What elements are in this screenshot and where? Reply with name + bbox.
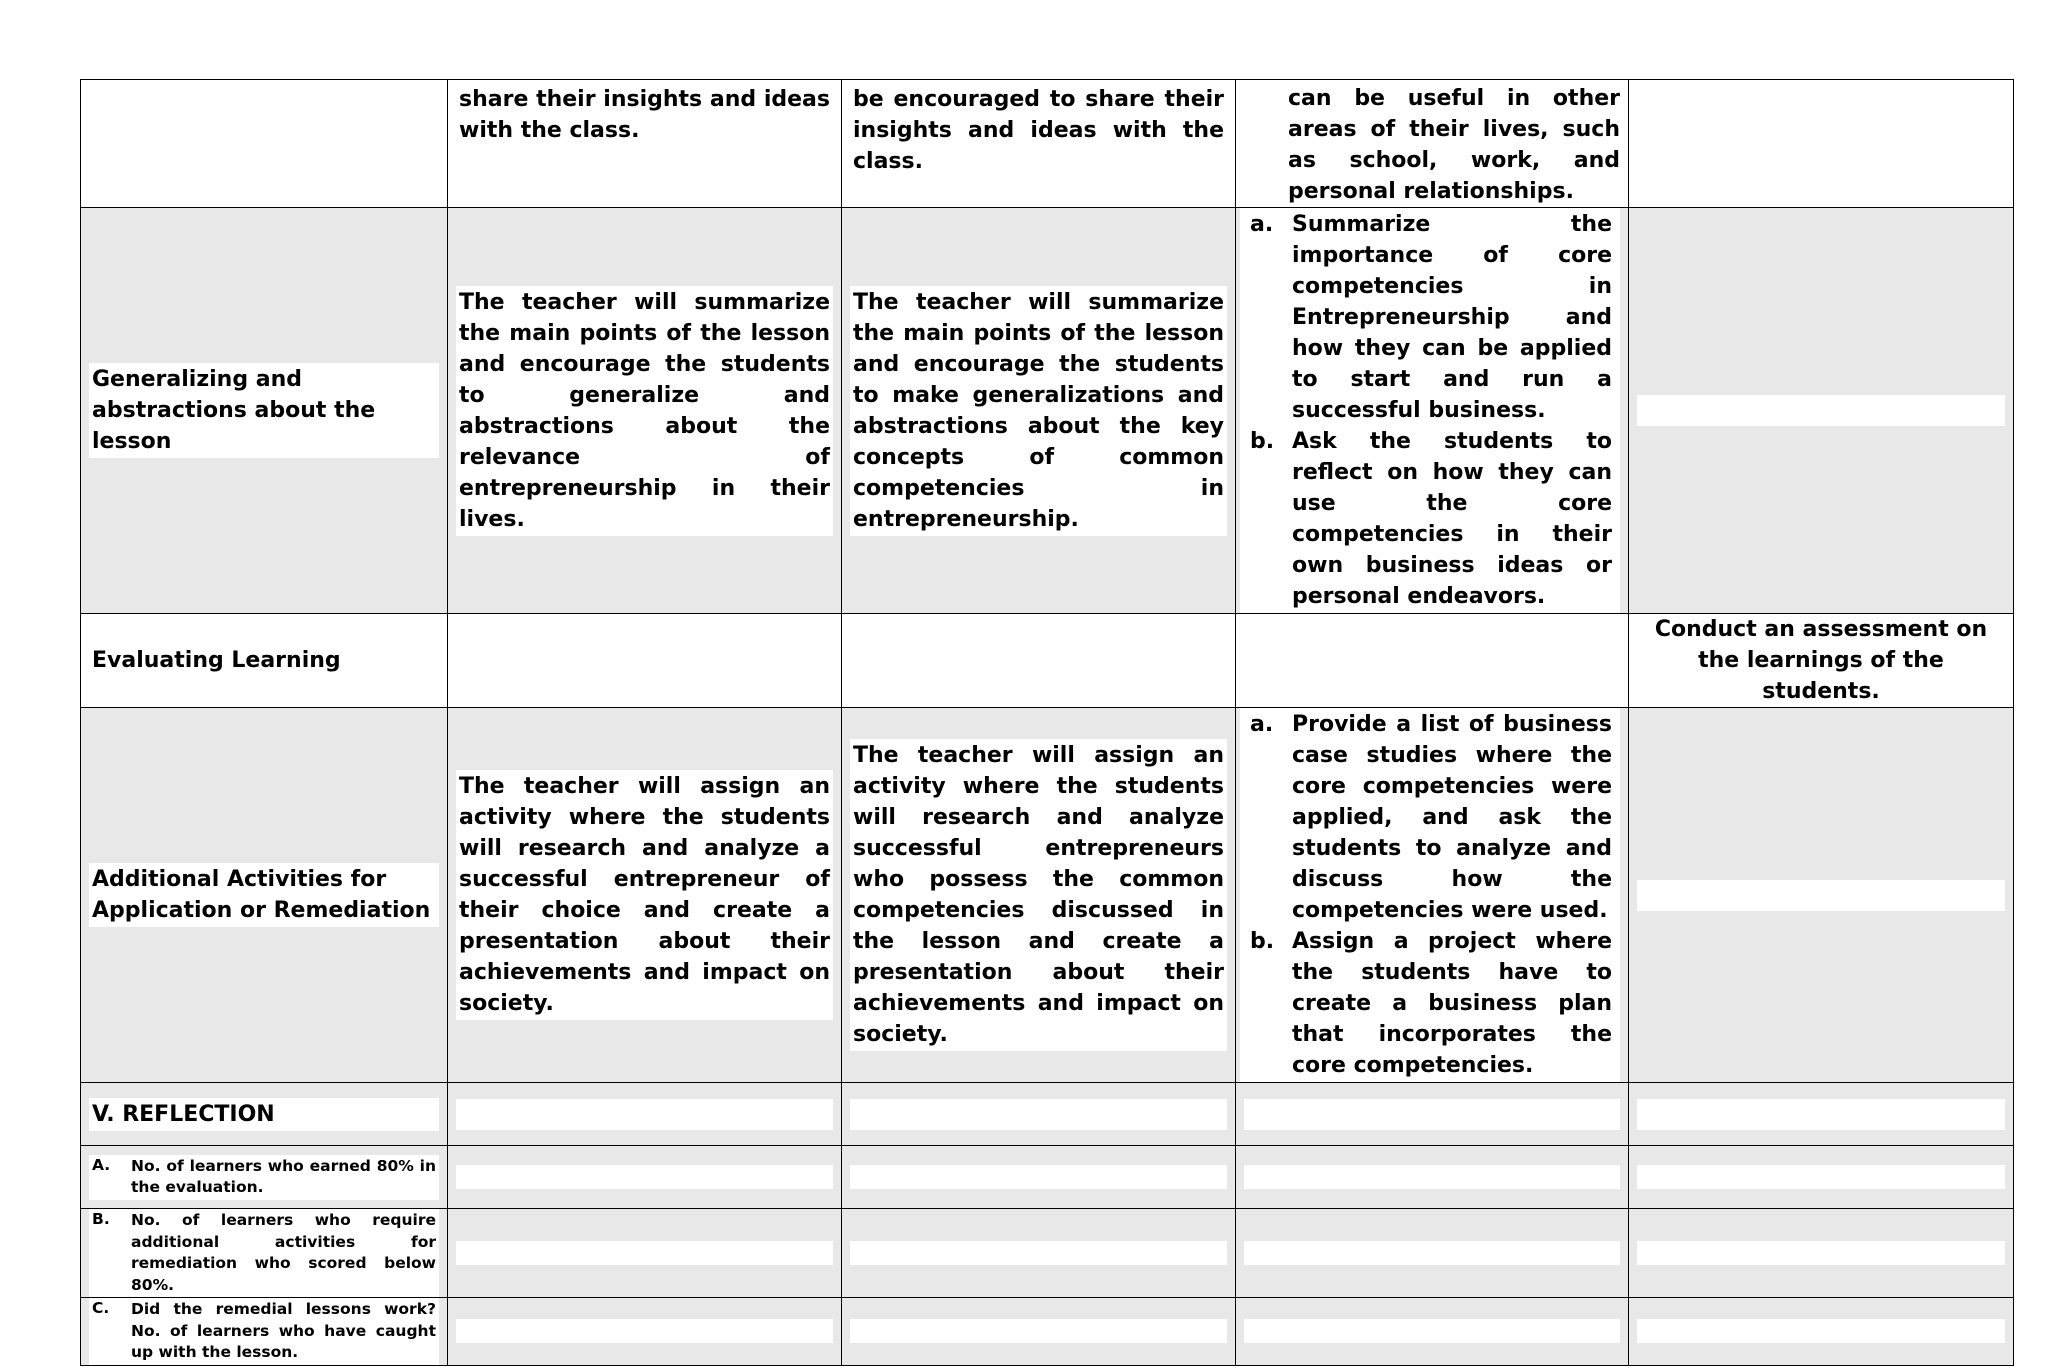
cell-label [81, 1083, 448, 1146]
table-row-generalizing [81, 208, 2014, 614]
table-row-reflection-b [81, 1209, 2014, 1298]
list-item: b. Assign a project where the students have to create a business plan that incorporates the core competencies. [1250, 929, 1612, 1078]
day1-text: The teacher will summarize the main points of the lesson and encourage the students to generalize and abstractions about the relevance of entrepreneurship in their lives. [456, 286, 833, 536]
cell-day4 [1629, 208, 2014, 614]
day3-list [1240, 709, 1620, 1081]
blank-field [1637, 1099, 2005, 1130]
cell-label [81, 1298, 448, 1366]
cell-day2 [842, 80, 1236, 208]
blank-field [1244, 1165, 1620, 1189]
blank-field [1637, 395, 2005, 426]
cell-day2 [842, 208, 1236, 614]
cell-day3 [1236, 708, 1629, 1083]
cell-label [81, 614, 448, 708]
row-label: Evaluating Learning [92, 648, 341, 673]
blank-field [850, 1241, 1227, 1265]
blank-field [1637, 880, 2005, 911]
cell-label [81, 1146, 448, 1209]
cell-day3 [1236, 1146, 1629, 1209]
cell-day3 [1236, 614, 1629, 708]
cell-label [81, 708, 448, 1083]
cell-day2 [842, 1298, 1236, 1366]
cell-day1 [448, 208, 842, 614]
list-item: a. Summarize the importance of core competencies in Entrepreneurship and how they can be applied to start and run a successful business. [1250, 212, 1612, 423]
blank-field [1244, 1099, 1620, 1130]
cell-day1 [448, 614, 842, 708]
cell-day4 [1629, 1146, 2014, 1209]
blank-field [456, 1241, 833, 1265]
day2-text: The teacher will summarize the main points of the lesson and encourage the students to make generalizations and abstractions about the key concepts of common competencies in entrepreneurship. [850, 286, 1227, 536]
table-row-reflection-a [81, 1146, 2014, 1209]
table-row-reflection-heading [81, 1083, 2014, 1146]
cell-day2 [842, 1146, 1236, 1209]
cell-day1 [448, 1083, 842, 1146]
cell-day2 [842, 708, 1236, 1083]
row-label: Additional Activities for Application or Remediation [89, 863, 439, 927]
section-heading: V. REFLECTION [89, 1098, 439, 1131]
blank-field [456, 1099, 833, 1130]
cell-label-empty [81, 80, 448, 208]
blank-field [1637, 1241, 2005, 1265]
blank-field [1637, 1165, 2005, 1189]
cell-day3 [1236, 1083, 1629, 1146]
cell-day1 [448, 80, 842, 208]
blank-field [1637, 1319, 2005, 1343]
cell-day3 [1236, 1209, 1629, 1298]
table-row-continuation [81, 80, 2014, 208]
cell-day1 [448, 1298, 842, 1366]
cell-day4 [1629, 1083, 2014, 1146]
row-label: Generalizing and abstractions about the lesson [89, 363, 439, 458]
blank-field [456, 1165, 833, 1189]
cell-day2 [842, 614, 1236, 708]
day4-text: Conduct an assessment on the learnings of the students. [1654, 617, 1988, 704]
table-row-evaluating [81, 614, 2014, 708]
day3-list-box [1240, 708, 1620, 1082]
cell-day1 [448, 1146, 842, 1209]
reflection-item: C. Did the remedial lessons work? No. of learners who have caught up with the lesson. [89, 1298, 439, 1365]
day2-text: The teacher will assign an activity where the students will research and analyze successful entrepreneurs who possess the common competencies discussed in the lesson and create a presentation about their achievements and impact on society. [850, 739, 1227, 1051]
cell-day3 [1236, 1298, 1629, 1366]
cell-day4 [1629, 1298, 2014, 1366]
table-row-reflection-c [81, 1298, 2014, 1366]
cell-day4 [1629, 80, 2014, 208]
cell-day4 [1629, 708, 2014, 1083]
cell-day1 [448, 708, 842, 1083]
daily-lesson-log-table [80, 79, 2014, 1366]
blank-field [1244, 1241, 1620, 1265]
cell-day3 [1236, 80, 1629, 208]
cell-day3 [1236, 208, 1629, 614]
cell-day1 [448, 1209, 842, 1298]
blank-field [850, 1099, 1227, 1130]
blank-field [1244, 1319, 1620, 1343]
day3-list [1240, 209, 1620, 612]
cell-day2 [842, 1083, 1236, 1146]
table-row-additional [81, 708, 2014, 1083]
day3-text: can be useful in other areas of their lives, such as school, work, and personal relationships. [1288, 86, 1620, 204]
cell-day4 [1629, 1209, 2014, 1298]
cell-day4 [1629, 614, 2014, 708]
cell-label [81, 1209, 448, 1298]
day1-text: share their insights and ideas with the class. [456, 83, 833, 147]
day2-text: be encouraged to share their insights and ideas with the class. [850, 83, 1227, 178]
blank-field [850, 1165, 1227, 1189]
blank-field [850, 1319, 1227, 1343]
cell-label [81, 208, 448, 614]
reflection-item: A. No. of learners who earned 80% in the evaluation. [89, 1155, 439, 1200]
day3-list-box [1240, 208, 1620, 613]
reflection-item: B. No. of learners who require additional activities for remediation who scored below 80%. [89, 1209, 439, 1297]
blank-field [456, 1319, 833, 1343]
list-item: b. Ask the students to reflect on how they can use the core competencies in their own business ideas or personal endeavors. [1250, 429, 1612, 609]
list-item: a. Provide a list of business case studies where the core competencies were applied, and ask the students to analyze and discuss how the competencies were used. [1250, 712, 1612, 923]
day1-text: The teacher will assign an activity where the students will research and analyze a successful entrepreneur of their choice and create a presentation about their achievements and impact on society. [456, 770, 833, 1020]
cell-day2 [842, 1209, 1236, 1298]
